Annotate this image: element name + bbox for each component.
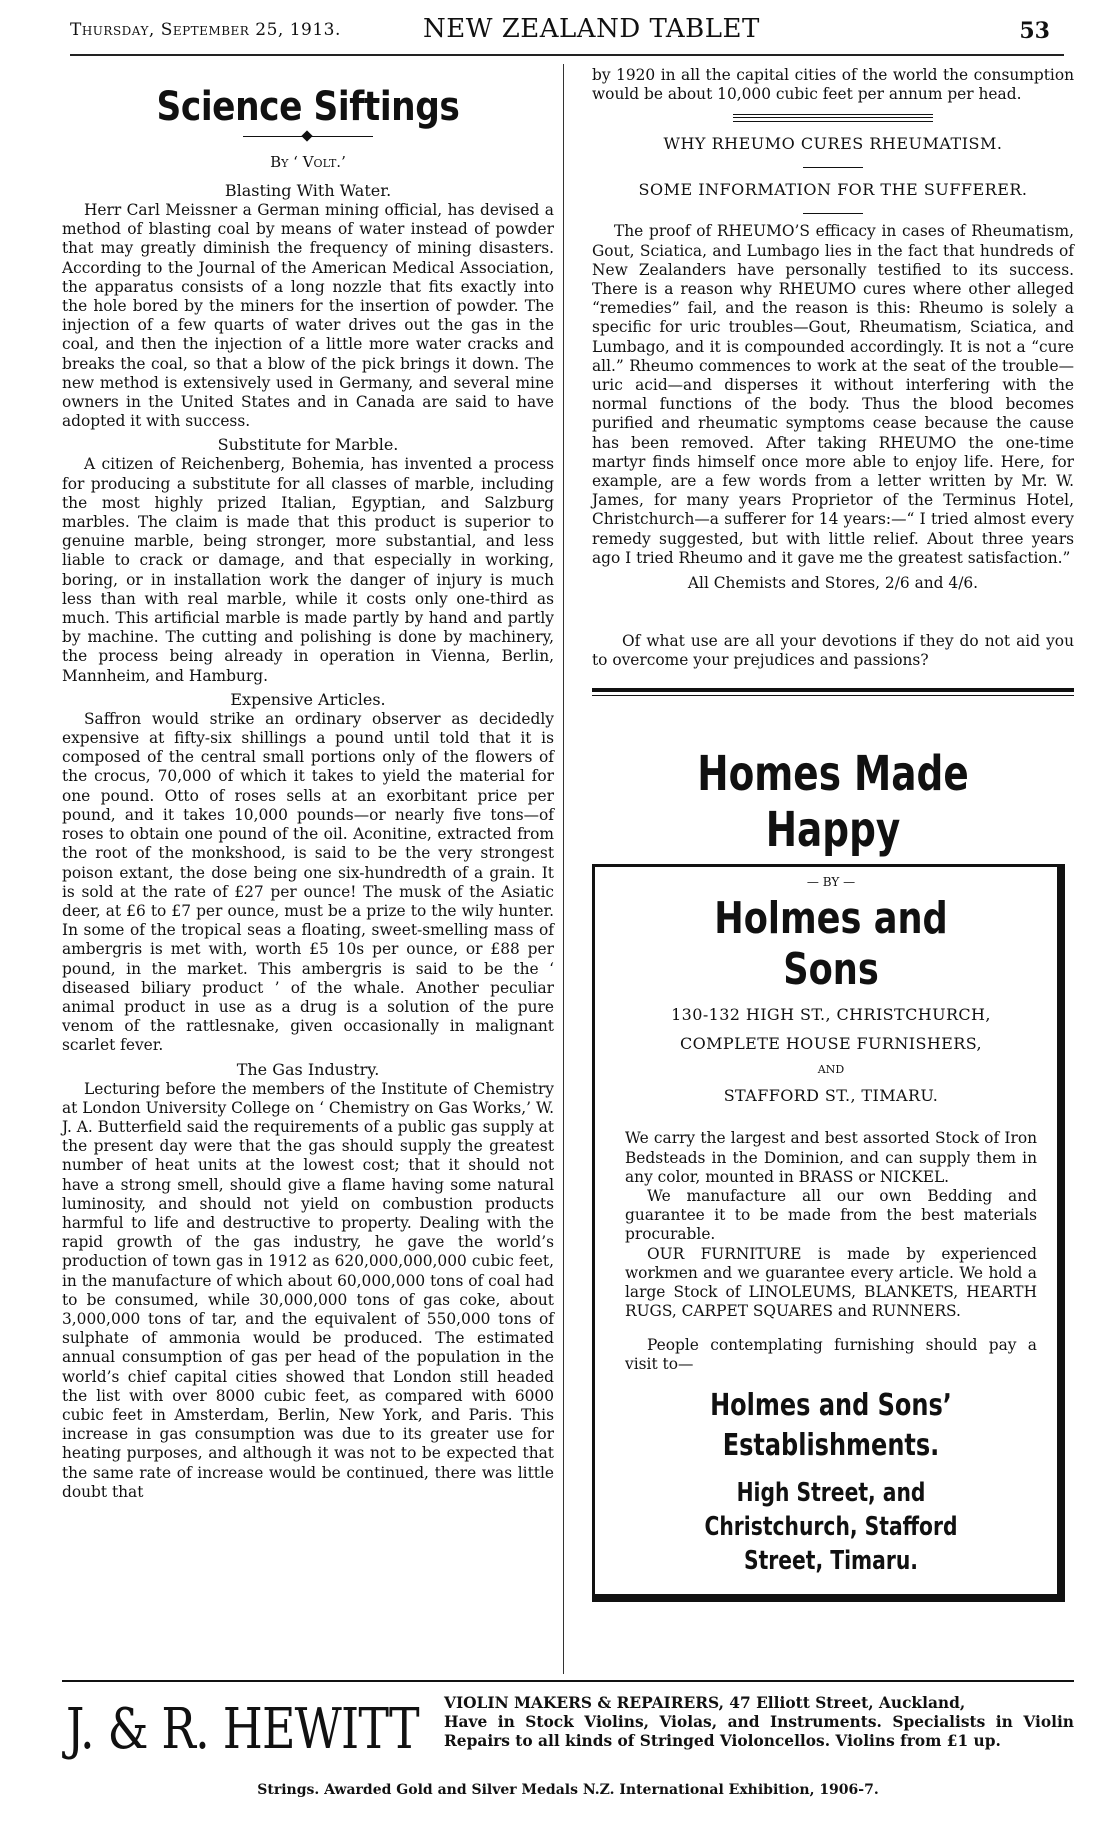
left-column	[62, 66, 554, 1502]
rheumo-article	[592, 134, 1074, 592]
article-gas	[62, 1060, 554, 1502]
article-paragraph: Herr Carl Meissner a German mining official, has devised a method of blasting coal by means of water instead of powder that may greatly diminish the frequency of mining disasters. According to the Journal of the American Medical Association, the apparatus consists of a long nozzle that fits exactly into the hole bored by the miners for the insertion of powder. The injection of a few quarts of water drives out the gas in the coal, and then the injection of a little more water cracks and breaks the coal, so that a blow of the pick brings it down. The new method is extensively used in Germany, and several mine owners in the United States and in Canada are said to have adopted it with success.	[62, 201, 554, 431]
ad-by-line: — BY —	[806, 875, 856, 890]
masthead-title: NEW ZEALAND TABLET	[423, 14, 760, 44]
header-rule	[70, 54, 1064, 56]
article-heading: Substitute for Marble.	[217, 435, 399, 455]
small-rule	[803, 167, 863, 168]
small-rule	[803, 213, 863, 214]
ad-paragraph: OUR FURNITURE is made by experienced workmen and we guarantee every article. We hold a large Stock of LINOLEUMS, BLANKETS, HEARTH RUGS, CARPET SQUARES and RUNNERS.	[625, 1244, 1037, 1321]
ad-address-christchurch: 130-132 HIGH ST., CHRISTCHURCH,	[671, 1005, 991, 1025]
rheumo-subheading: SOME INFORMATION FOR THE SUFFERER.	[638, 180, 1028, 200]
hewitt-brand: J. & R. HEWITT	[66, 1697, 419, 1762]
rheumo-stockists: All Chemists and Stores, 2/6 and 4/6.	[687, 574, 979, 593]
ad-headline: Homes Made Happy	[697, 746, 969, 859]
ad-firm-name: Holmes and Sons	[714, 893, 948, 996]
ad-establishments: Holmes and Sons’ Establishments.	[710, 1387, 952, 1463]
article-heading: Blasting With Water.	[224, 181, 392, 200]
ad-and: AND	[817, 1063, 845, 1077]
article-body	[62, 201, 554, 431]
separator	[733, 114, 933, 122]
article-heading: Expensive Articles.	[230, 689, 386, 709]
issue-date: Thursday, September 25, 1913.	[70, 20, 341, 40]
holmes-advertisement	[592, 864, 1065, 1601]
article-heading: The Gas Industry.	[236, 1059, 380, 1079]
byline: By ‘ Volt.’	[270, 153, 346, 171]
rheumo-body: The proof of RHEUMO’S efficacy in cases of Rheumatism, Gout, Sciatica, and Lumbago lies in the fact that hundreds of New Zealanders have personally testified to its success. There is a reason why RHEUMO cures where other alleged “remedies” fail, and the reason is this: Rheumo is solely a specific for uric troubles—Gout, Rheumatism, Sciatica, and Lumbago, and it is compounded accordingly. It is not a “cure all.” Rheumo commences to work at the seat of the trouble—uric acid—and disperses it without interfering with the normal functions of the body. Thus the blood becomes purified and rheumatic symptoms cease because the cause has been removed. After taking RHEUMO the one-time martyr finds himself once more able to enjoy life. Here, for example, are a few words from a letter written by Mr. W. James, for many years Proprietor of the Terminus Hotel, Christchurch—a sufferer for 14 years:—“ I tried almost every remedy suggested, but with little relief. About three years ago I tried Rheumo and it gave me the greatest satisfaction.”	[592, 222, 1074, 567]
hewitt-text	[444, 1694, 1074, 1751]
ad-paragraph: We carry the largest and best assorted Stock of Iron Bedsteads in the Dominion, and can supply them in any color, mounted in BRASS or NICKEL.	[625, 1129, 1037, 1186]
double-rule	[592, 688, 1074, 696]
hewitt-line: Have in Stock Violins, Violas, and Instruments. Specialists in Violin Repairs to all kinds of Stringed Violoncellos. Violins from £1 up.	[444, 1713, 1074, 1750]
hewitt-advertisement	[62, 1690, 1074, 1820]
page-number: 53	[1019, 18, 1050, 44]
gas-continuation: by 1920 in all the capital cities of the world the consumption would be about 10,000 cubic feet per annum per head.	[592, 66, 1074, 104]
right-column	[592, 66, 1074, 1602]
hewitt-line: VIOLIN MAKERS & REPAIRERS, 47 Elliott Street, Auckland,	[444, 1694, 966, 1712]
column-divider	[563, 64, 564, 1674]
section-title: Science Siftings	[156, 84, 460, 130]
article-paragraph: Saffron would strike an ordinary observer as decidedly expensive at fifty-six shillings a pound until told that it is composed of the central small portions only of the flowers of the crocus, 70,000 of which it takes to yield the material for one pound. Otto of roses sells at an exorbitant price per pound, and it takes 10,000 pounds—or nearly five tons—of roses to obtain one pound of the oil. Aconitine, extracted from the root of the monkshood, is said to be the very strongest poison extant, the dose being one six-hundredth of a grain. It is sold at the rate of £27 per ounce! The musk of the Asiatic deer, at £6 to £7 per ounce, must be a prize to the wily hunter. In some of the tropical seas a floating, sweet-smelling mass of ambergris is met with, worth £5 10s per ounce, or £88 per pound, in the market. This ambergris is said to be the ‘ diseased biliary product ’ of the whale. Another peculiar animal product in use as a drug is a solution of the pure venom of the rattlesnake, given occasionally in malignant scarlet fever.	[62, 709, 554, 1055]
article-body	[62, 710, 554, 1056]
page-header	[70, 14, 1056, 50]
devotions-quote: Of what use are all your devotions if they do not aid you to overcome your prejudices and passions?	[592, 632, 1074, 670]
ad-street-addresses: High Street, and Christchurch, Stafford Street, Timaru.	[704, 1477, 958, 1576]
article-body	[62, 455, 554, 685]
article-marble	[62, 435, 554, 685]
article-paragraph: Lecturing before the members of the Institute of Chemistry at London University College on ‘ Chemistry on Gas Works,’ W. J. A. Butterfield said the requirements of a public gas supply at the present day were that the gas should supply the greatest number of heat units at the lowest cost; that it should not have a strong smell, should give a flame having some natural luminosity, and should not yield on combustion products harmful to life and destructive to property. Dealing with the rapid growth of the gas industry, he gave the world’s production of town gas in 1912 as 620,000,000,000 cubic feet, in the manufacture of which about 60,000,000 tons of coal had to be consumed, while 30,000,000 tons of gas coke, about 3,000,000 tons of tar, and the equivalent of 550,000 tons of sulphate of ammonia would be produced. The estimated annual consumption of gas per head of the population in the world’s chief capital cities showed that London still headed the list with over 8000 cubic feet, as compared with 6000 cubic feet in Amsterdam, Berlin, New York, and Paris. This increase in gas consumption was due to its greater use for heating purposes, and although it was not to be expected that the same rate of increase would be continued, there was little doubt that	[62, 1079, 554, 1501]
article-expensive	[62, 690, 554, 1056]
hewitt-awards: Strings. Awarded Gold and Silver Medals N.Z. International Exhibition, 1906-7.	[257, 1782, 879, 1798]
ad-paragraph: We manufacture all our own Bedding and guarantee it to be made from the best materials procurable.	[625, 1187, 1037, 1244]
rheumo-heading: WHY RHEUMO CURES RHEUMATISM.	[663, 134, 1003, 154]
article-body	[62, 1080, 554, 1502]
article-paragraph: A citizen of Reichenberg, Bohemia, has invented a process for producing a substitute for all classes of marble, including the most highly prized Italian, Egyptian, and Salzburg marbles. The claim is made that this product is superior to genuine marble, being stronger, more substantial, and less liable to crack or damage, and that especially in working, boring, or in installation work the danger of injury is much less than with real marble, while it costs only one-third as much. This artificial marble is made partly by hand and partly by machine. The cutting and polishing is done by machinery, the process being already in operation in Vienna, Berlin, Mannheim, and Hamburg.	[62, 455, 554, 685]
footer-rule	[62, 1680, 1074, 1682]
ad-trade: COMPLETE HOUSE FURNISHERS,	[679, 1034, 982, 1054]
ad-paragraph: People contemplating furnishing should pay a visit to—	[625, 1335, 1037, 1373]
title-ornament	[243, 136, 373, 143]
ad-address-timaru: STAFFORD ST., TIMARU.	[723, 1086, 939, 1106]
article-blasting	[62, 181, 554, 431]
